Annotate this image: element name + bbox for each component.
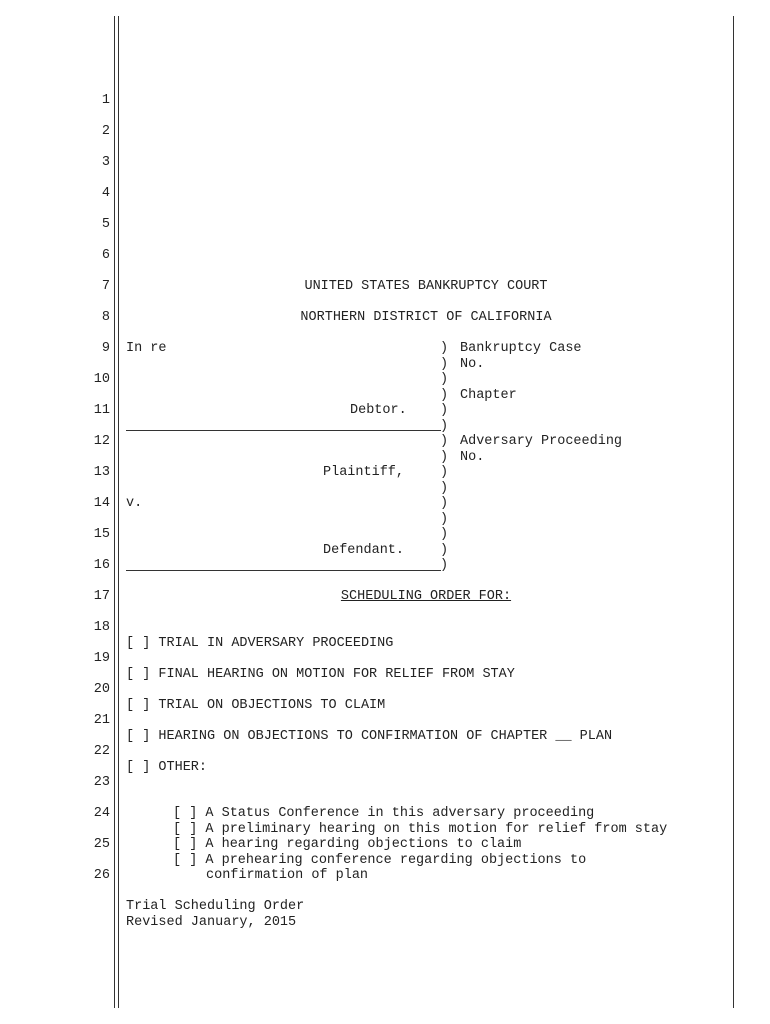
line-number: 2 <box>101 124 110 139</box>
caption-in-re: In re <box>126 341 167 356</box>
line-number: 17 <box>93 589 110 604</box>
line-number: 4 <box>101 186 110 201</box>
bankruptcy-case-no-label: No. <box>460 357 485 372</box>
line-number: 21 <box>93 713 110 728</box>
line-number: 7 <box>101 279 110 294</box>
line-number: 1 <box>101 93 110 108</box>
left-margin-rule-inner <box>118 16 119 1008</box>
line-number: 13 <box>93 465 110 480</box>
line-number: 22 <box>93 744 110 759</box>
caption-bottom-line <box>126 570 441 571</box>
chapter-label: Chapter <box>460 388 517 403</box>
line-number: 18 <box>93 620 110 635</box>
line-number: 25 <box>93 837 110 852</box>
line-number: 19 <box>93 651 110 666</box>
adversary-proceeding-label: Adversary Proceeding <box>460 434 623 449</box>
caption-divider <box>126 430 441 431</box>
line-number: 24 <box>93 806 110 821</box>
right-margin-rule <box>733 16 734 1008</box>
court-district: NORTHERN DISTRICT OF CALIFORNIA <box>300 310 552 325</box>
line-number: 9 <box>101 341 110 356</box>
sub-option-status-conference: [ ] A Status Conference in this adversary proceeding <box>173 806 595 821</box>
footer-title: Trial Scheduling Order <box>126 899 305 914</box>
option-trial-adversary: [ ] TRIAL IN ADVERSARY PROCEEDING <box>126 636 394 651</box>
line-number: 23 <box>93 775 110 790</box>
line-number: 3 <box>101 155 110 170</box>
document-title: SCHEDULING ORDER FOR: <box>340 589 512 604</box>
adversary-no-label: No. <box>460 450 485 465</box>
line-number: 10 <box>93 372 110 387</box>
sub-option-claim-hearing: [ ] A hearing regarding objections to claim <box>173 837 522 852</box>
sub-option-preliminary-hearing: [ ] A preliminary hearing on this motion for relief from stay <box>173 822 668 837</box>
caption-paren-column: ) ) ) ) ) ) ) ) ) ) ) ) ) ) ) <box>440 341 449 573</box>
line-number: 8 <box>101 310 110 325</box>
footer-revision: Revised January, 2015 <box>126 915 297 930</box>
option-relief-from-stay: [ ] FINAL HEARING ON MOTION FOR RELIEF FROM STAY <box>126 667 515 682</box>
caption-debtor: Debtor. <box>350 403 407 418</box>
caption-defendant: Defendant. <box>323 543 405 558</box>
line-number: 16 <box>93 558 110 573</box>
line-number: 6 <box>101 248 110 263</box>
left-margin-rule-outer <box>114 16 115 1008</box>
option-objections-to-claim: [ ] TRIAL ON OBJECTIONS TO CLAIM <box>126 698 386 713</box>
line-number: 14 <box>93 496 110 511</box>
line-number: 11 <box>93 403 110 418</box>
line-number: 20 <box>93 682 110 697</box>
caption-v: v. <box>126 496 143 511</box>
option-other: [ ] OTHER: <box>126 760 208 775</box>
line-number: 5 <box>101 217 110 232</box>
sub-option-prehearing-conference: [ ] A prehearing conference regarding objections to <box>173 853 587 868</box>
court-name: UNITED STATES BANKRUPTCY COURT <box>304 279 548 294</box>
option-confirmation-objections: [ ] HEARING ON OBJECTIONS TO CONFIRMATION OF CHAPTER __ PLAN <box>126 729 613 744</box>
sub-option-confirmation-continued: confirmation of plan <box>206 868 369 883</box>
line-number: 12 <box>93 434 110 449</box>
line-number: 15 <box>93 527 110 542</box>
caption-plaintiff: Plaintiff, <box>323 465 405 480</box>
bankruptcy-case-label: Bankruptcy Case <box>460 341 582 356</box>
line-number: 26 <box>93 868 110 883</box>
